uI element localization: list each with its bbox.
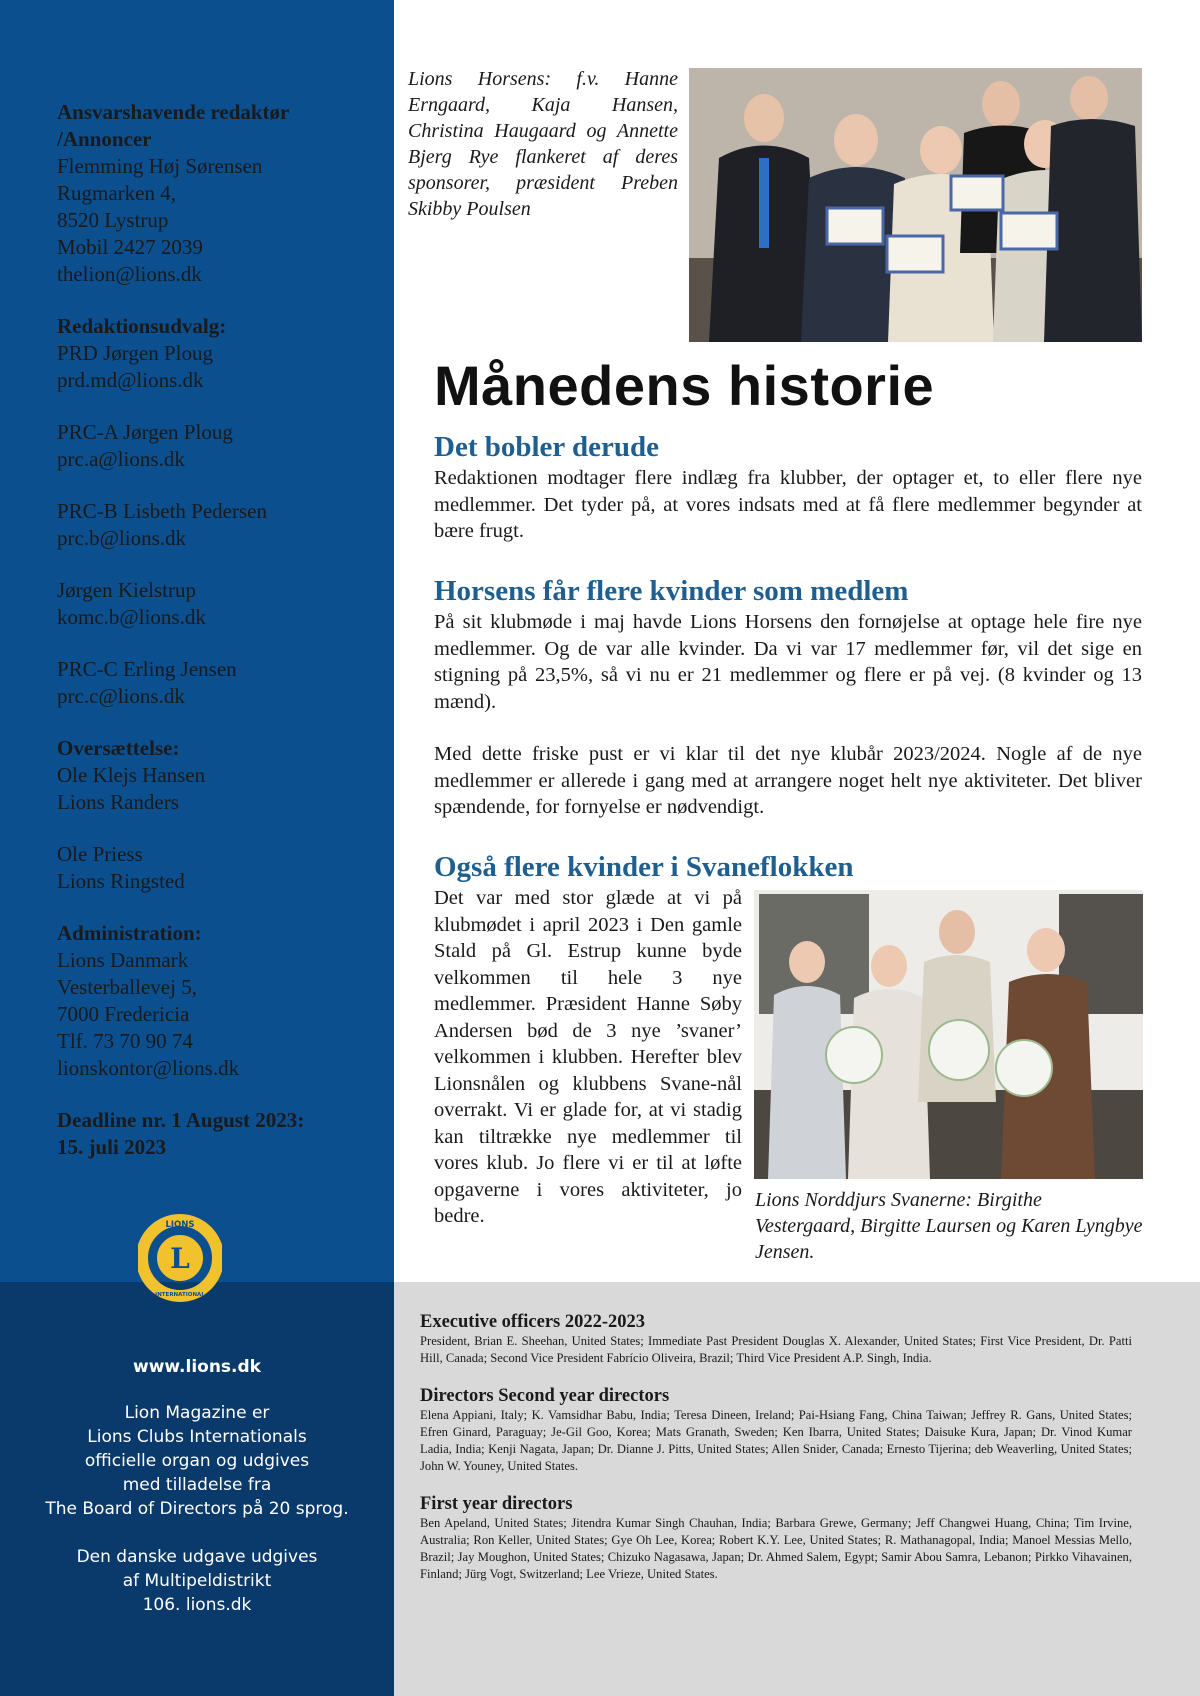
contact-line: 7000 Fredericia <box>57 1002 190 1026</box>
contact-line: Lions Randers <box>57 790 179 814</box>
contact-group <box>57 1107 387 1161</box>
contact-email-link[interactable]: thelion@lions.dk <box>57 262 202 286</box>
contact-group <box>57 498 387 552</box>
contact-group-heading: 15. juli 2023 <box>57 1135 167 1159</box>
publisher-line: Lion Magazine er <box>124 1403 270 1423</box>
logo-bottom-text: INTERNATIONAL <box>155 1292 205 1298</box>
contact-group <box>57 313 387 394</box>
logo-top-text: LIONS <box>165 1220 195 1230</box>
publisher-lines-2 <box>20 1545 374 1617</box>
publisher-line: Lions Clubs Internationals <box>87 1427 307 1447</box>
lions-international-logo <box>138 1210 222 1306</box>
page-title: Månedens historie <box>434 354 935 417</box>
heading-det-bobler-derude: Det bobler derude <box>434 431 660 463</box>
contact-line: Lions Ringsted <box>57 869 185 893</box>
contact-group <box>57 577 387 631</box>
contact-group-heading: Redaktionsudvalg: <box>57 314 227 338</box>
contact-group-heading: Administration: <box>57 921 202 945</box>
contact-email-link[interactable]: lionskontor@lions.dk <box>57 1056 240 1080</box>
publisher-line: The Board of Directors på 20 sprog. <box>45 1499 349 1519</box>
contact-group <box>57 841 387 895</box>
second-year-directors-heading: Directors Second year directors <box>420 1386 670 1406</box>
contact-line: Vesterballevej 5, <box>57 975 197 999</box>
contact-line: PRD Jørgen Ploug <box>57 341 213 365</box>
executive-officers-heading: Executive officers 2022-2023 <box>420 1312 646 1332</box>
contact-line: PRC-C Erling Jensen <box>57 657 237 681</box>
publisher-line: af Multipeldistrikt <box>122 1571 272 1591</box>
contact-line: Lions Danmark <box>57 948 189 972</box>
contact-group-heading: Ansvarshavende redaktør <box>57 100 290 124</box>
lions-horsens-photo <box>689 68 1142 342</box>
publisher-line: 106. lions.dk <box>142 1595 252 1615</box>
paragraph-svaneflokken: Det var med stor glæde at vi på klubmødet i april 2023 i Den gamle Stald på Gl. Estrup kunne byde velkommen til hele 3 nye medlemmer. Præsident Hanne Søby Andersen bød de 3 nye ’svaner’ velkommen i klubben. Herefter blev Lionsnålen og klubbens Svane-nål overrakt. Vi er glade for, at vi stadig kan tiltrække nye medlemmer til vores klub. Jo flere vi er til at løfte opgaverne i vores aktiviteter, jo bedre. <box>434 887 742 1227</box>
contact-email-link[interactable]: prc.b@lions.dk <box>57 526 186 550</box>
contact-email-link[interactable]: prd.md@lions.dk <box>57 368 204 392</box>
paragraph-det-bobler-derude: Redaktionen modtager flere indlæg fra klubber, der optager et, to eller flere nye medlemmer. Det tyder på, at vores indsats med at få flere medlemmer begynder at bære frugt. <box>434 467 1142 542</box>
photo2-caption: Lions Norddjurs Svanerne: Birgithe Vestergaard, Birgitte Laursen og Karen Lyngbye Jensen. <box>755 1189 1143 1263</box>
lions-norddjurs-photo <box>754 890 1143 1179</box>
contact-line: PRC-B Lisbeth Pedersen <box>57 499 267 523</box>
publisher-line: officielle organ og udgives <box>84 1451 310 1471</box>
paragraph-horsens-2: Med dette friske pust er vi klar til det nye klubår 2023/2024. Nogle af de nye medlemmer er allerede i gang med at arrangere noget helt nye aktiviteter. Det bliver spændende, for fornyelse er nødvendigt. <box>434 743 1142 818</box>
contact-email-link[interactable]: komc.b@lions.dk <box>57 605 206 629</box>
contact-email-link[interactable]: prc.a@lions.dk <box>57 447 185 471</box>
first-year-directors-heading: First year directors <box>420 1494 573 1514</box>
contact-line: Ole Klejs Hansen <box>57 763 206 787</box>
logo-letter: L <box>170 1242 190 1275</box>
publisher-info <box>20 1355 374 1617</box>
second-year-directors-text: Elena Appiani, Italy; K. Vamsidhar Babu, India; Teresa Dineen, Ireland; Pai-Hsiang Fang, China Taiwan; Jeffrey R. Gans, United States; Efren Ginard, Paraguay; Je-Gil Goo, Korea; Mats Granath, Sweden; Ken Ibarra, United States; Daisuke Kura, Japan; Dr. Vinod Kumar Ladia, India; Kenji Nagata, Japan; Dr. Dianne J. Pitts, United States; Allen Snider, Canada; Ernesto Tijerina; deb Weaverling, United States; John W. Youney, United States. <box>420 1408 1132 1473</box>
contact-group-heading: Deadline nr. 1 August 2023: <box>57 1108 305 1132</box>
contact-group <box>57 656 387 710</box>
contact-group <box>57 920 387 1082</box>
publisher-lines-1 <box>20 1401 374 1521</box>
publisher-line: med tilladelse fra <box>122 1475 272 1495</box>
paragraph-horsens-1: På sit klubmøde i maj havde Lions Horsens den fornøjelse at optage hele fire nye medlemmer. Og de var alle kvinder. Da vi var 17 medlemmer før, vil det sige en stigning på 23,5%, så vi nu er 21 medlemmer og flere er på vej. (8 kvinder og 13 mænd). <box>434 611 1142 713</box>
contact-line: Ole Priess <box>57 842 143 866</box>
contact-line: Jørgen Kielstrup <box>57 578 197 602</box>
website-link[interactable]: www.lions.dk <box>133 1357 261 1377</box>
contact-group-heading: /Annoncer <box>57 127 152 151</box>
heading-svaneflokken: Også flere kvinder i Svaneflokken <box>434 851 854 883</box>
contact-line: Rugmarken 4, <box>57 181 176 205</box>
contact-line: Tlf. 73 70 90 74 <box>57 1029 193 1053</box>
contact-line: PRC-A Jørgen Ploug <box>57 420 233 444</box>
contact-line: 8520 Lystrup <box>57 208 169 232</box>
executive-officers-text: President, Brian E. Sheehan, United States; Immediate Past President Douglas X. Alexander, United States; First Vice President, Dr. Patti Hill, Canada; Second Vice President Fabrício Oliveira, Brazil; Third Vice President A.P. Singh, India. <box>420 1334 1132 1365</box>
contact-email-link[interactable]: prc.c@lions.dk <box>57 684 185 708</box>
lions-officers-list <box>420 1311 1132 1601</box>
contact-group <box>57 735 387 816</box>
first-year-directors-text: Ben Apeland, United States; Jitendra Kumar Singh Chauhan, India; Barbara Grewe, Germany; Jeff Changwei Huang, China; Tim Irvine, Australia; Ron Keller, United States; Gye Oh Lee, Korea; Robert K.Y. Lee, United States; R. Mathanagopal, India; Manoel Messias Mello, Brazil; Jay Moughon, United States; Chizuko Nagasawa, Japan; Dr. Ahmed Salem, Egypt; Samir Abou Samra, Lebanon; Pirkko Vihavainen, Finland; Jürg Vogt, Switzerland; Lee Vrieze, United States. <box>420 1516 1132 1581</box>
contact-group <box>57 99 387 288</box>
publisher-line: Den danske udgave udgives <box>76 1547 318 1567</box>
heading-horsens: Horsens får flere kvinder som medlem <box>434 575 909 607</box>
contact-group <box>57 419 387 473</box>
contact-line: Flemming Høj Sørensen <box>57 154 263 178</box>
photo1-caption: Lions Horsens: f.v. Hanne Erngaard, Kaja Hansen, Christina Haugaard og Annette Bjerg Rye flankeret af deres sponsorer, præsident Preben Skibby Poulsen <box>408 68 678 220</box>
contact-line: Mobil 2427 2039 <box>57 235 203 259</box>
masthead-contacts <box>57 99 387 1186</box>
contact-group-heading: Oversættelse: <box>57 736 180 760</box>
